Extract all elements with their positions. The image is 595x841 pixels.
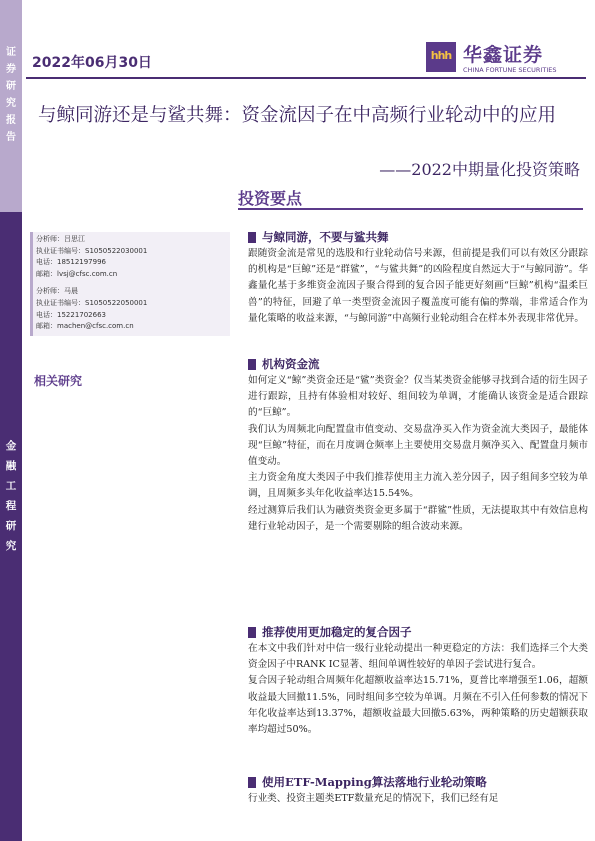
section-paragraph: 经过测算后我们认为融资类资金更多属于“群鲨”性质，无法提取其中有效信息构建行业轮动因子，是一个需要剔除的组合波动来源。 [248,504,588,532]
section-paragraph: 行业类、投资主题类ETF数量充足的情况下，我们已经有足 [248,793,499,804]
section-institutional-flow [248,356,588,535]
section-marker-icon [248,359,256,370]
section-composite-factor [248,624,588,738]
section-paragraph: 主力资金角度大类因子中我们推荐使用主力流入差分因子，因子组间多空较为单调，且周频多头年化收益率达15.54%。 [248,472,588,500]
report-type-label: 证 券 研 究 报 告 [6,47,16,143]
section-paragraph: 我们认为周频北向配置盘市值变动、交易盘净买入作为资金流大类因子，最能体现“巨鲸”特征，而在月度调仓频率上主要使用交易盘月频净买入、配置盘月频市值变动。 [248,423,588,468]
analyst-name: 分析师：吕思江 [36,235,85,243]
report-subtitle: ——2022中期量化投资策略 [379,160,580,179]
analyst-phone: 电话：18512197996 [36,258,106,267]
company-logo [426,40,591,80]
section-whale [248,229,588,327]
analyst-certificate: 执业证书编号：S1050522050001 [36,298,148,307]
report-date: 2022年06月30日 [32,55,152,71]
brand-name-en: CHINA FORTUNE SECURITIES [463,66,557,74]
section-marker-icon [248,232,256,243]
section-paragraph: 在本文中我们针对中信一级行业轮动提出一种更稳定的方法：我们选择三个大类资金因子中RANK IC显著、组间单调性较好的单因子尝试进行复合。 [248,643,588,671]
section-paragraph: 复合因子轮动组合周频年化超额收益率达15.71%，夏普比率增强至1.06，超额收益最大回撤11.5%，同时组间多空较为单调。月频在不引入任何参数的情况下年化收益率达到13.37%，超额收益最大回撤5.63%，两种策略的历史超额获取率均超过50%。 [248,675,588,736]
analyst-phone: 电话：15221702663 [36,310,106,319]
analyst-email[interactable]: 邮箱：lvsj@cfsc.com.cn [36,269,118,278]
key-points-heading: 投资要点 [238,189,303,208]
section-heading: 与鲸同游，不要与鲨共舞 [248,229,588,246]
side-strip [0,0,22,841]
brand-name-cn: 华鑫证券 [463,44,544,66]
section-marker-icon [248,777,256,788]
analyst-email[interactable]: 邮箱：machen@cfsc.com.cn [36,322,134,331]
section-heading: 机构资金流 [248,356,588,373]
section-paragraph: 如何定义“鲸”类资金还是“鲨”类资金？仅当某类资金能够寻找到合适的衍生因子进行跟踪，且持有体验相对较好、组间较为单调，才能确认该资金是适合跟踪的“巨鲸”。 [248,375,588,419]
analyst-certificate: 执业证书编号：S1050522030001 [36,246,148,255]
related-research-heading: 相关研究 [34,374,83,388]
report-title: 与鲸同游还是与鲨共舞：资金流因子在中高频行业轮动中的应用 [38,105,557,126]
key-points-divider [238,208,583,210]
section-etf-mapping [248,774,588,807]
analyst-info-box [30,232,230,336]
section-heading: 推荐使用更加稳定的复合因子 [248,624,588,641]
analyst-name: 分析师：马晨 [36,287,78,296]
section-marker-icon [248,627,256,638]
research-category-label: 金 融 工 程 研 究 [5,440,17,552]
logo-mark-icon: hhh [426,42,456,72]
section-heading: 使用ETF-Mapping算法落地行业轮动策略 [248,774,588,791]
section-paragraph: 跟随资金流是常见的选股和行业轮动信号来源，但前提是我们可以有效区分跟踪的机构是“巨鲸”还是“群鲨”，“与鲨共舞”的凶险程度自然远大于“与鲸同游”。华鑫量化基于多维资金流因子聚合得到的复合因子能更好刻画“巨鲸”机构“温柔巨兽”的特征，回避了单一类型资金流因子覆盖度可能有偏的弊端，非常适合作为量化策略的收益来源，“与鲸同游”中高频行业轮动组合在样本外表现非常优异。 [248,248,588,324]
